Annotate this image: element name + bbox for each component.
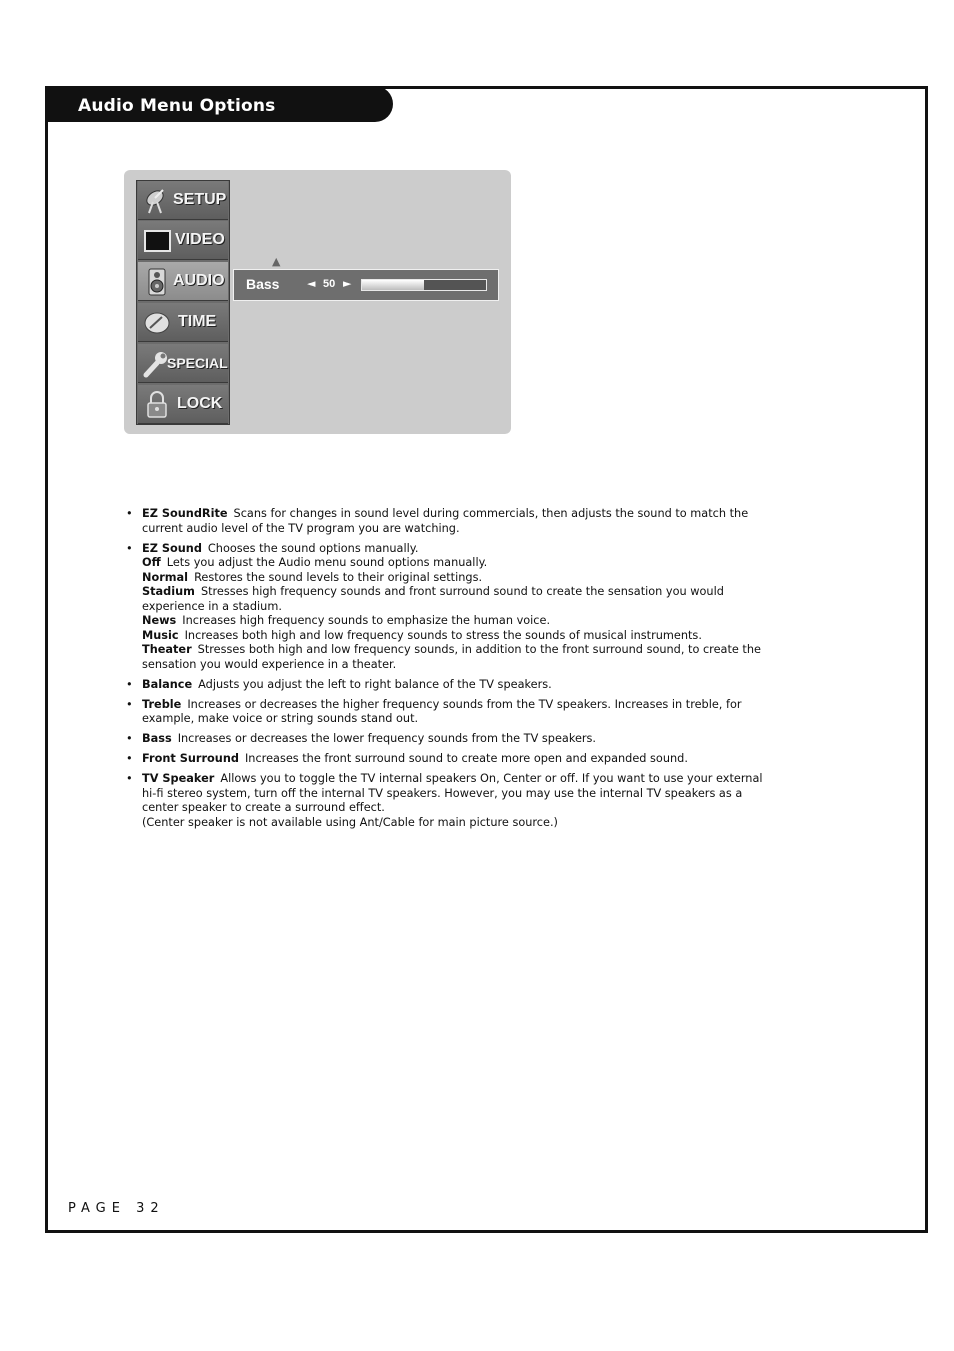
bullet: • [126, 772, 133, 785]
item-term: Treble [142, 697, 182, 711]
bullet: • [126, 541, 133, 555]
list-item [126, 507, 766, 536]
item-note: (Center speaker is not available using Ant/Cable for main picture source.) [142, 815, 558, 829]
page-number: PAGE 32 [68, 1201, 165, 1216]
item-text: Allows you to toggle the TV internal speakers On, Center or off. If you want to use your external hi-fi stereo system, turn off the internal TV speakers. However, you may use the internal TV speakers as a center speaker to create a surround effect. [142, 772, 763, 814]
bass-slider[interactable] [361, 279, 487, 291]
slider-fill [362, 280, 424, 290]
item-text: Increases or decreases the lower frequency sounds from the TV speakers. [177, 732, 597, 745]
page-title: Audio Menu Options [78, 96, 276, 116]
speaker-icon [143, 267, 171, 296]
sub-item [142, 571, 766, 586]
sub-item [142, 629, 766, 644]
decrease-arrow-icon[interactable]: ◄ [307, 277, 316, 290]
list-item [126, 752, 766, 767]
sub-term: Normal [142, 570, 189, 584]
item-term: Bass [142, 732, 172, 745]
menu-label: AUDIO [173, 272, 225, 289]
menu-label: TIME [178, 313, 217, 330]
sub-text: Stresses both high and low frequency sounds, in addition to the front surround sound, to create the sensation you would experience in a theater. [142, 643, 761, 671]
sub-item [142, 614, 766, 629]
sub-text: Increases high frequency sounds to emphasize the human voice. [182, 614, 551, 627]
item-text: Chooses the sound options manually. [207, 541, 419, 555]
bullet: • [126, 677, 133, 691]
bullet: • [126, 507, 133, 520]
sub-term: Music [142, 628, 179, 642]
osd-main-menu [136, 180, 230, 425]
increase-arrow-icon[interactable]: ► [343, 277, 352, 290]
sub-term: News [142, 614, 177, 627]
item-term: Balance [142, 677, 193, 691]
item-text: Increases the front surround sound to create more open and expanded sound. [244, 752, 688, 765]
options-list [126, 507, 766, 836]
sub-term: Off [142, 556, 161, 569]
item-term: Front Surround [142, 752, 239, 765]
sub-text: Restores the sound levels to their original settings. [194, 570, 483, 584]
tv-screen-icon [143, 226, 171, 255]
list-item [126, 678, 766, 693]
setting-value: 50 [323, 278, 336, 290]
sub-text: Stresses high frequency sounds and front surround sound to create the sensation you would experience in a stadium. [142, 585, 724, 613]
sub-text: Increases both high and low frequency sounds to stress the sounds of musical instruments. [184, 628, 702, 642]
list-item [126, 772, 766, 830]
item-text: Adjusts you adjust the left to right balance of the TV speakers. [198, 677, 552, 691]
item-term: TV Speaker [142, 772, 215, 785]
sub-term: Theater [142, 643, 192, 656]
lock-icon [143, 390, 171, 419]
item-term: EZ SoundRite [142, 507, 228, 520]
menu-item-audio[interactable] [138, 262, 228, 301]
menu-item-time[interactable] [138, 303, 228, 342]
menu-label: LOCK [177, 395, 223, 412]
list-item [126, 732, 766, 747]
menu-label: VIDEO [175, 231, 225, 248]
bullet: • [126, 732, 133, 745]
satellite-icon [143, 186, 171, 215]
sub-item [142, 643, 766, 672]
clock-icon [143, 308, 171, 337]
item-text: Scans for changes in sound level during commercials, then adjusts the sound to match the current audio level of the TV program you are watching. [142, 507, 749, 535]
menu-item-video[interactable] [138, 221, 228, 260]
setting-label: Bass [246, 276, 280, 292]
menu-item-special[interactable] [138, 344, 228, 383]
item-term: EZ Sound [142, 541, 202, 555]
sub-item [142, 556, 766, 571]
menu-item-lock[interactable] [138, 385, 228, 424]
bullet: • [126, 697, 133, 711]
menu-label: SETUP [173, 191, 227, 208]
item-text: Increases or decreases the higher frequency sounds from the TV speakers. Increases in treble, for example, make voice or string sounds stand out. [142, 697, 742, 725]
list-item [126, 542, 766, 673]
sub-text: Lets you adjust the Audio menu sound options manually. [166, 556, 488, 569]
sub-item [142, 585, 766, 614]
menu-item-setup[interactable] [138, 181, 228, 220]
scroll-up-icon[interactable]: ▲ [272, 255, 281, 268]
menu-label: SPECIAL [167, 355, 228, 371]
sub-term: Stadium [142, 585, 195, 598]
list-item [126, 698, 766, 727]
bass-setting-row[interactable] [233, 269, 499, 301]
bullet: • [126, 752, 133, 765]
